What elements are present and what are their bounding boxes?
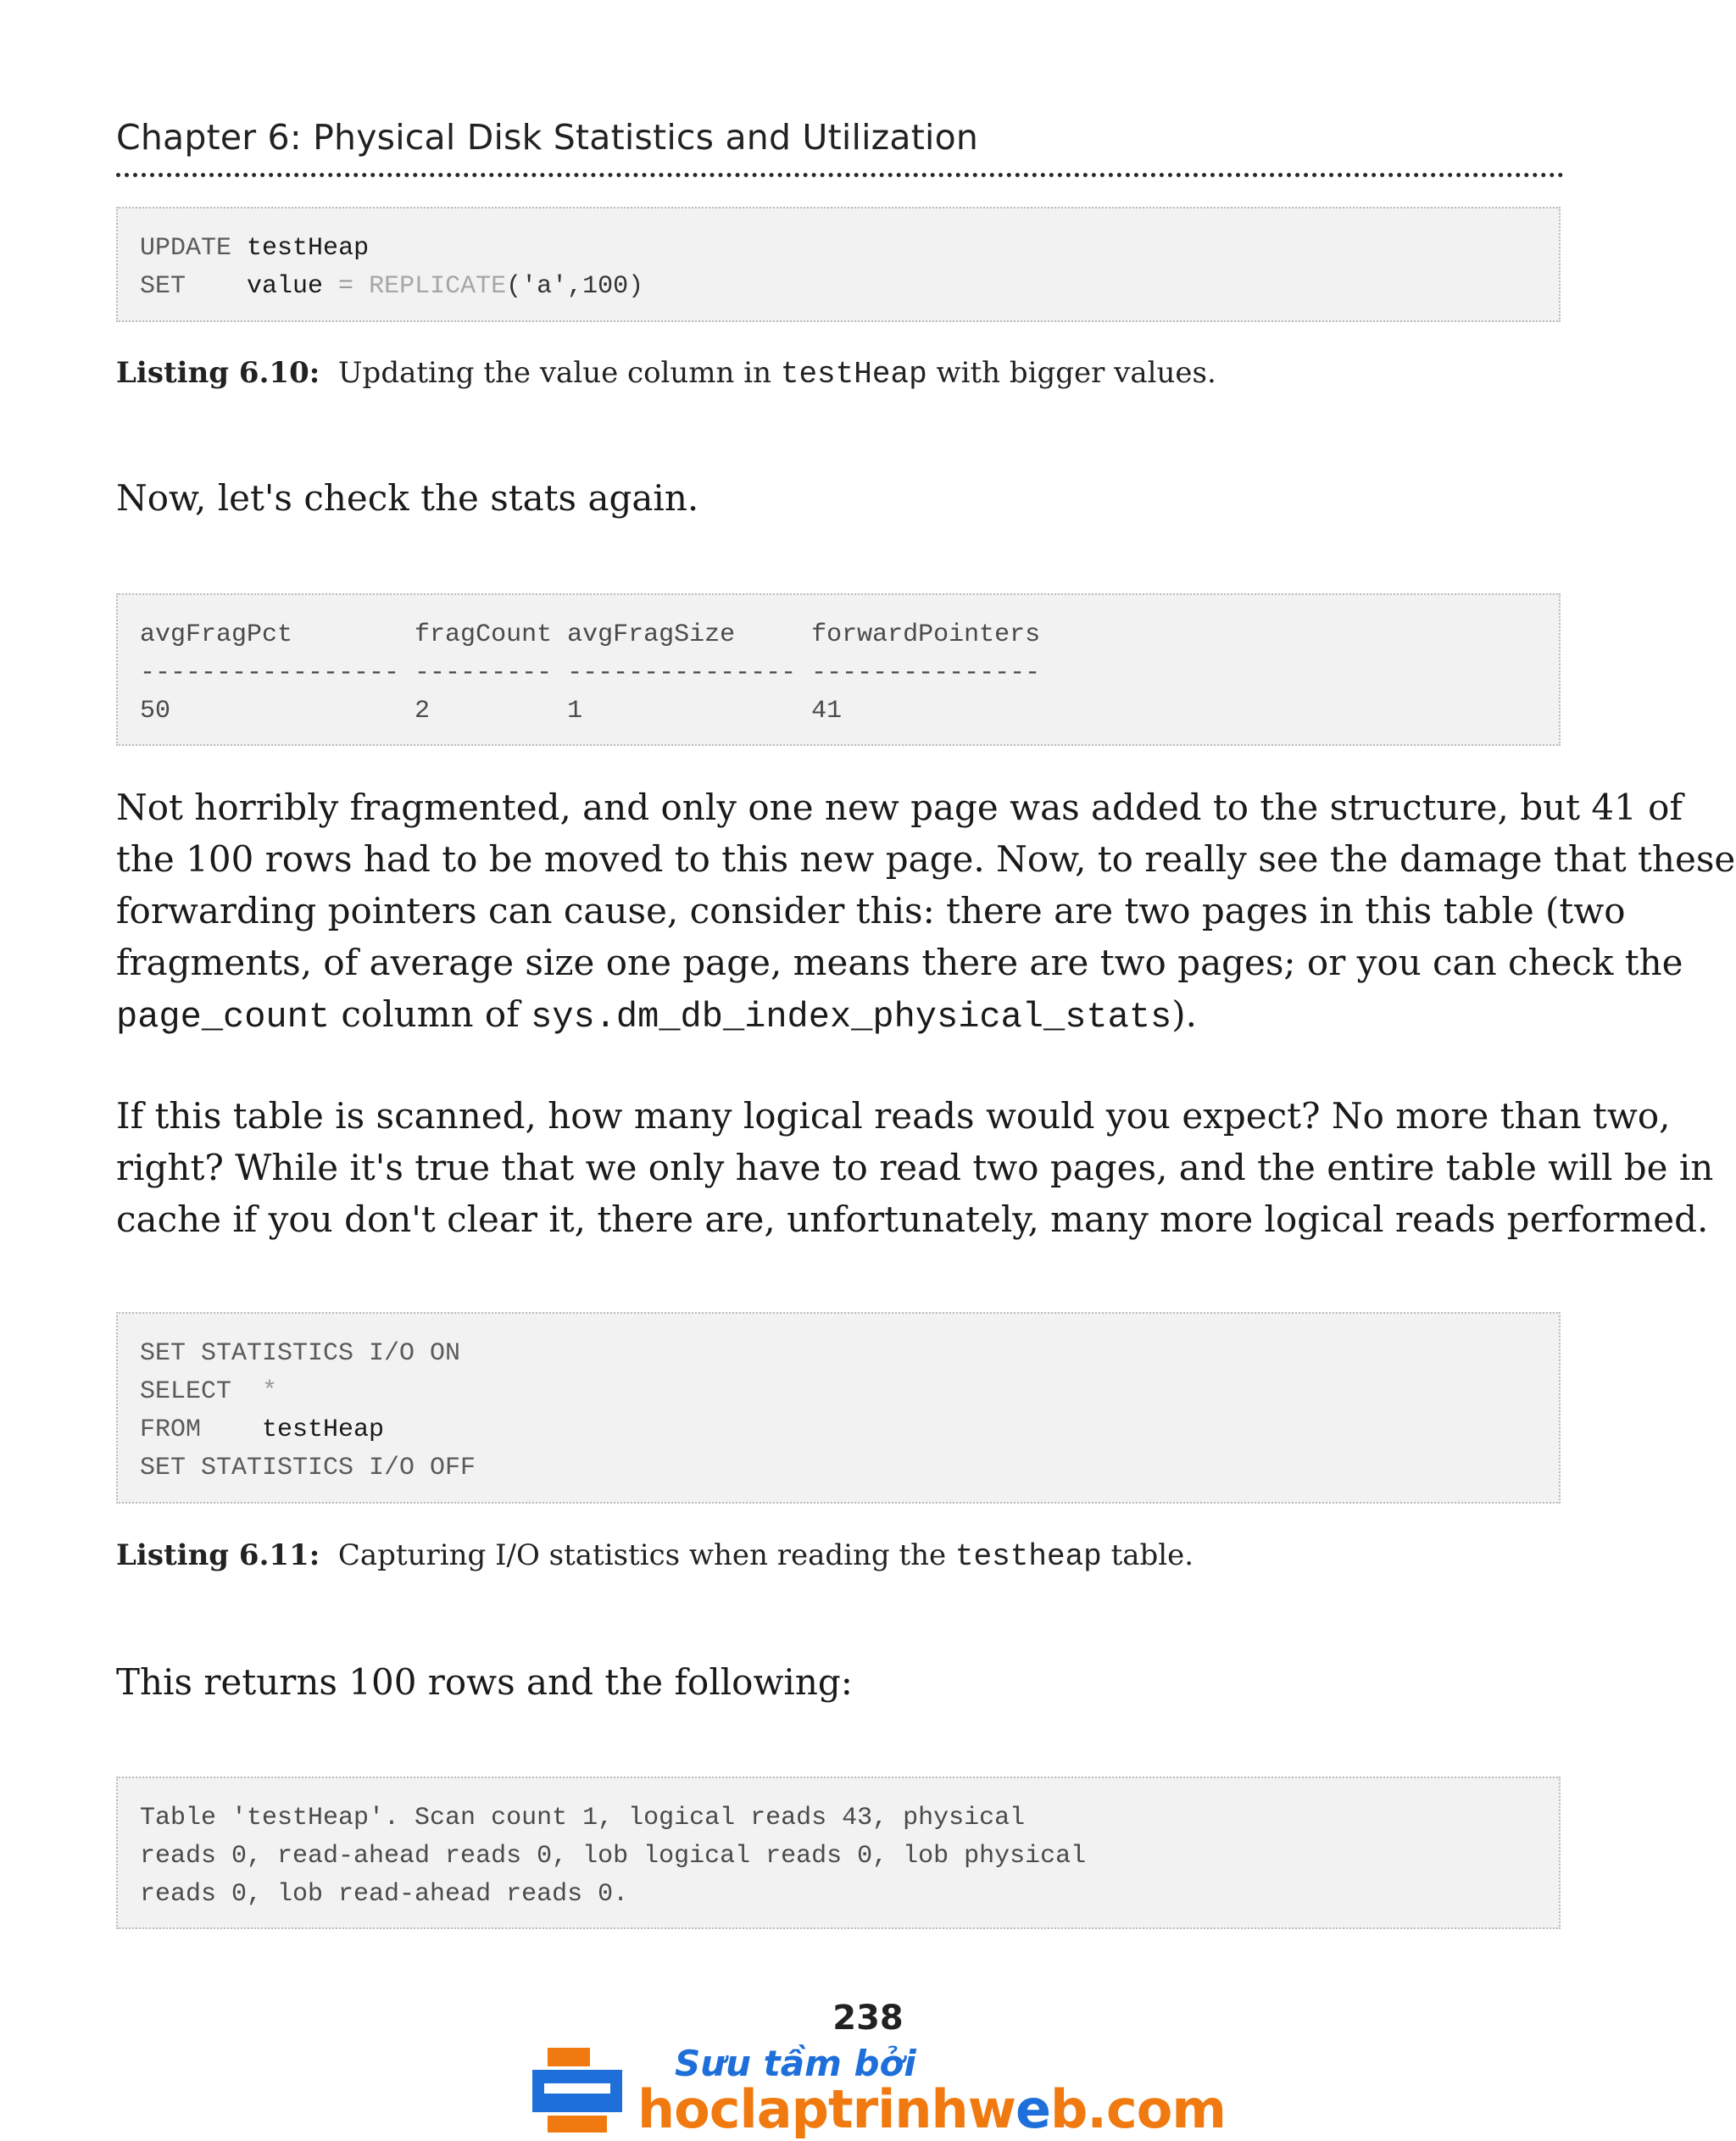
code-line xyxy=(140,272,643,301)
printer-logo-icon xyxy=(531,2046,624,2139)
code-block-stats-result xyxy=(116,593,1561,746)
result-data-row: 50 2 1 41 xyxy=(140,697,843,726)
sql-arguments: ('a',100) xyxy=(506,272,644,301)
sql-function: REPLICATE xyxy=(369,272,507,301)
chapter-header: Chapter 6: Physical Disk Statistics and Utilization xyxy=(116,117,979,158)
code-block-listing-6-11 xyxy=(116,1312,1561,1504)
code-block-listing-6-10 xyxy=(116,207,1561,322)
page-number: 238 xyxy=(832,1999,904,2038)
sql-keyword: SET xyxy=(140,272,186,301)
watermark-tagline: Sưu tầm bởi xyxy=(675,2043,916,2084)
code-line xyxy=(140,234,369,263)
code-line: reads 0, lob read-ahead reads 0. xyxy=(140,1880,629,1909)
sql-identifier: testHeap xyxy=(247,234,370,263)
listing-caption-6-10: Listing 6.10: Updating the value column in testHeap with bigger values. xyxy=(116,356,1216,392)
result-header-row: avgFragPct fragCount avgFragSize forwardPointers xyxy=(140,620,1041,649)
sql-identifier: value xyxy=(247,272,324,301)
inline-code: sys.dm_db_index_physical_stats xyxy=(531,997,1172,1037)
code-line: reads 0, read-ahead reads 0, lob logical reads 0, lob physical xyxy=(140,1842,1087,1871)
paragraph: Not horribly fragmented, and only one new page was added to the structure, but 41 of the 100 rows had to be moved to this new page. Now, to really see the damage that these forwarding pointers can cause, consider this: there are two pages in this table (two fragments, of average size one page, means there are two pages; or you can check the page_count column of sys.dm_db_index_physical_stats). xyxy=(116,787,1736,1037)
code-block-io-output xyxy=(116,1777,1561,1929)
paragraph: This returns 100 rows and the following: xyxy=(116,1661,853,1703)
sql-operator: = xyxy=(323,272,370,301)
inline-code: page_count xyxy=(116,997,331,1037)
code-line: Table 'testHeap'. Scan count 1, logical reads 43, physical xyxy=(140,1804,1026,1832)
watermark-site: hoclaptrinhweb.com xyxy=(637,2078,1226,2140)
code-line: SET STATISTICS I/O OFF xyxy=(140,1454,476,1482)
paragraph: Now, let's check the stats again. xyxy=(116,477,699,519)
paragraph: If this table is scanned, how many logical reads would you expect? No more than two, right? While it's true that we only have to read two pages, and the entire table will be in cache if you don't clear it, there are, unfortunately, many more logical reads performed. xyxy=(116,1095,1714,1240)
watermark xyxy=(531,2043,1226,2141)
code-line: FROM testHeap xyxy=(140,1415,385,1444)
listing-caption-6-11: Listing 6.11: Capturing I/O statistics when reading the testheap table. xyxy=(116,1538,1194,1574)
sql-keyword: UPDATE xyxy=(140,234,232,263)
result-separator-row: ----------------- --------- --------------- --------------- xyxy=(140,659,1041,687)
header-divider xyxy=(116,173,1564,177)
code-line: SELECT * xyxy=(140,1377,278,1406)
code-line: SET STATISTICS I/O ON xyxy=(140,1339,461,1368)
